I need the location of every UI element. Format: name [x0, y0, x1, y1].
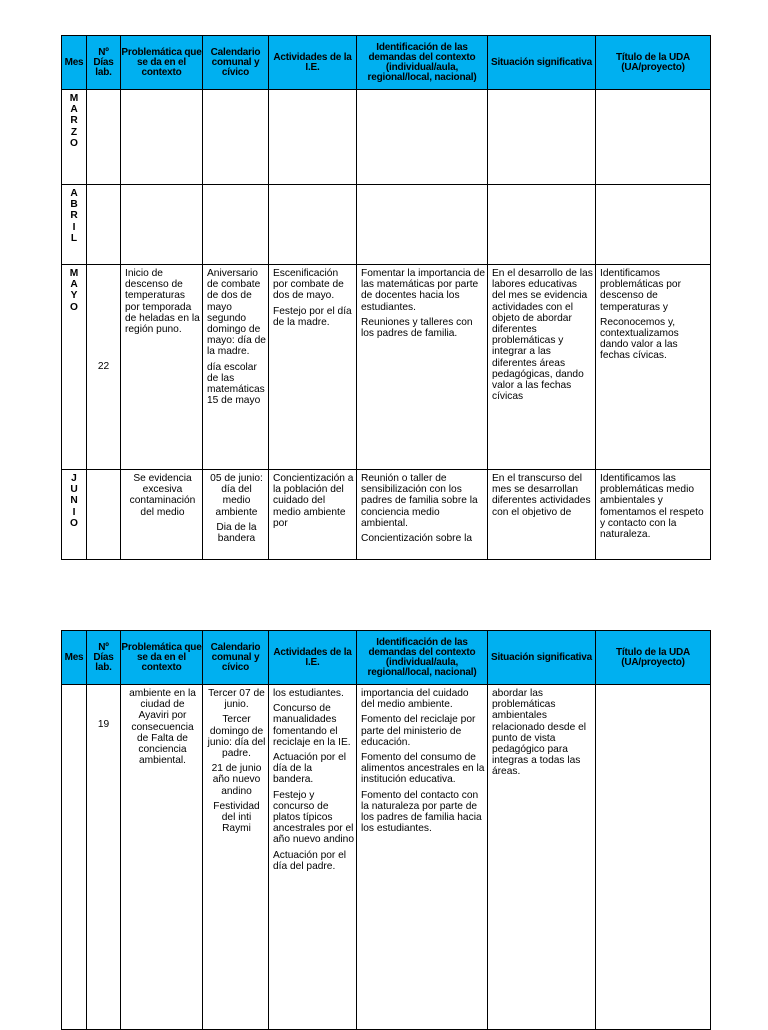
month-letter: M — [69, 93, 79, 104]
cell-paragraph: Se evidencia excesiva contaminación del medio — [129, 473, 196, 518]
cell-paragraph: Tercer 07 de junio. — [208, 688, 265, 711]
header-titulo: Título de la UDA (UA/proyecto) — [596, 631, 711, 685]
cell-paragraph: Concurso de manualidades fomentando el reciclaje en la IE. — [273, 703, 351, 748]
planning-table-2 — [61, 630, 711, 1030]
cell-paragraph: Fomentar la importancia de las matemáticas por parte de docentes hacia los estudiantes. — [361, 268, 486, 313]
month-letter: L — [70, 232, 78, 244]
header-titulo: Título de la UDA (UA/proyecto) — [596, 36, 711, 90]
actividades-cell — [269, 470, 357, 560]
table-row-marzo — [62, 90, 711, 185]
titulo-cell — [596, 685, 711, 1030]
cell-paragraph: importancia del cuidado del medio ambiente. — [361, 688, 469, 711]
table-row-mayo — [62, 265, 711, 470]
month-letter: A — [70, 279, 78, 291]
header-identificacion: Identificación de las demandas del contexto (individual/aula, regional/local, nacional) — [357, 36, 488, 90]
cell-paragraph: Festividad del inti Raymi — [213, 800, 260, 835]
month-letter: O — [70, 137, 78, 149]
cell-paragraph: día escolar de las matemáticas 15 de mayo — [207, 361, 265, 407]
month-letter: A — [70, 188, 78, 199]
month-cell — [62, 90, 87, 185]
month-cell — [62, 685, 87, 1030]
table-row-junio-continued — [62, 685, 711, 1030]
cell-paragraph: Fomento del contacto con la naturaleza por parte de los padres de familia hacia los estudiantes. — [361, 789, 482, 835]
cell-paragraph: Concientización sobre la — [361, 533, 472, 545]
header-row — [62, 36, 711, 90]
cell-paragraph: Reuniones y talleres con los padres de familia. — [361, 316, 473, 340]
header-calendario: Calendario comunal y cívico — [203, 36, 269, 90]
identificacion-cell — [357, 470, 488, 560]
header-dias: Nº Días lab. — [87, 36, 121, 90]
month-letter: O — [70, 301, 78, 313]
header-mes: Mes — [62, 631, 87, 685]
calendario-cell — [203, 470, 269, 560]
month-letter: M — [69, 268, 79, 279]
titulo-cell — [596, 470, 711, 560]
actividades-cell — [269, 685, 357, 1030]
cell-paragraph: los estudiantes. — [273, 688, 344, 699]
cell-paragraph: 05 de junio: día del medio ambiente — [210, 473, 263, 518]
month-letter: N — [70, 495, 78, 507]
cell-paragraph: abordar las problemáticas ambientales relacionado desde el punto de vista pedagógico para integras a todas las áreas. — [492, 688, 587, 778]
cell-paragraph: Identificamos las problemáticas medio ambientales y fomentamos el respeto y contacto con la naturaleza. — [600, 473, 704, 541]
cell-paragraph: Festejo y concurso de platos típicos ancestrales por el año nuevo andino — [273, 789, 355, 846]
header-problematica: Problemática que se da en el contexto — [121, 631, 203, 685]
cell-paragraph: Concientización a la población del cuidado del medio ambiente por — [273, 473, 354, 529]
header-actividades: Actividades de la I.E. — [269, 36, 357, 90]
days-cell: 22 — [87, 265, 121, 470]
cell-paragraph: En el desarrollo de las labores educativas del mes se evidencia actividades con el objeto de abordar diferentes problemáticas y integrar a las diferentes áreas pedagógicas, dando valor a las fechas cívicas — [492, 268, 593, 403]
titulo-cell — [596, 265, 711, 470]
table-row-junio — [62, 470, 711, 560]
month-letter: R — [70, 115, 78, 127]
cell-paragraph: Inicio de descenso de temperaturas por temporada de heladas en la región puno. — [125, 268, 200, 336]
month-letter: U — [70, 484, 78, 496]
actividades-cell — [269, 265, 357, 470]
situacion-cell — [488, 685, 596, 1030]
header-situacion: Situación significativa — [488, 631, 596, 685]
identificacion-cell — [357, 685, 488, 1030]
cell-paragraph: Reunión o taller de sensibilización con los padres de familia sobre la conciencia medio ambiental. — [361, 473, 478, 529]
month-letter: I — [72, 221, 76, 233]
planning-table-1 — [61, 35, 711, 560]
cell-paragraph: Festejo por el día de la madre. — [273, 305, 352, 328]
calendario-cell — [203, 265, 269, 470]
situacion-cell — [488, 470, 596, 560]
table-row-abril — [62, 185, 711, 265]
problematica-cell — [121, 265, 203, 470]
cell-paragraph: Reconocemos y, contextualizamos dando valor a las fechas cívicas. — [600, 316, 679, 362]
cell-paragraph: En el transcurso del mes se desarrollan diferentes actividades con el objetivo de — [492, 473, 591, 518]
header-row — [62, 631, 711, 685]
month-cell — [62, 470, 87, 560]
problematica-cell — [121, 470, 203, 560]
cell-paragraph: Actuación por el día del padre. — [273, 849, 347, 872]
month-cell — [62, 185, 87, 265]
days-cell: 19 — [87, 685, 121, 1030]
header-dias: Nº Días lab. — [87, 631, 121, 685]
identificacion-cell — [357, 265, 488, 470]
cell-paragraph: 21 de junio año nuevo andino — [211, 763, 262, 797]
header-calendario: Calendario comunal y cívico — [203, 631, 269, 685]
cell-paragraph: Fomento del consumo de alimentos ancestrales en la institución educativa. — [361, 752, 485, 786]
cell-paragraph: ambiente en la ciudad de Ayaviri por consecuencia de Falta de conciencia ambiental. — [129, 688, 196, 767]
cell-paragraph: Identificamos problemáticas por descenso de temperaturas y — [600, 268, 681, 313]
cell-paragraph: Escenificación por combate de dos de mayo. — [273, 268, 344, 302]
month-letter: O — [70, 517, 78, 529]
month-letter: I — [72, 506, 76, 518]
cell-paragraph: Actuación por el día de la bandera. — [273, 752, 347, 786]
header-identificacion: Identificación de las demandas del contexto (individual/aula, regional/local, nacional) — [357, 631, 488, 685]
header-situacion: Situación significativa — [488, 36, 596, 90]
month-letter: R — [70, 210, 78, 222]
header-actividades: Actividades de la I.E. — [269, 631, 357, 685]
month-letter: Z — [70, 126, 78, 138]
month-letter: J — [71, 473, 77, 484]
header-problematica: Problemática que se da en el contexto — [121, 36, 203, 90]
calendario-cell — [203, 685, 269, 1030]
cell-paragraph: Tercer domingo de junio: día del padre. — [207, 714, 266, 760]
month-letter: B — [70, 199, 78, 211]
situacion-cell — [488, 265, 596, 470]
month-letter: Y — [70, 290, 78, 302]
cell-paragraph: Aniversario de combate de dos de mayo segundo domingo de mayo: día de la madre. — [207, 268, 266, 358]
month-cell — [62, 265, 87, 470]
header-mes: Mes — [62, 36, 87, 90]
days-cell — [87, 470, 121, 560]
cell-paragraph: Fomento del reciclaje por parte del ministerio de educación. — [361, 714, 476, 748]
cell-paragraph: Dia de la bandera — [216, 521, 257, 545]
month-letter: A — [70, 104, 78, 116]
problematica-cell — [121, 685, 203, 1030]
